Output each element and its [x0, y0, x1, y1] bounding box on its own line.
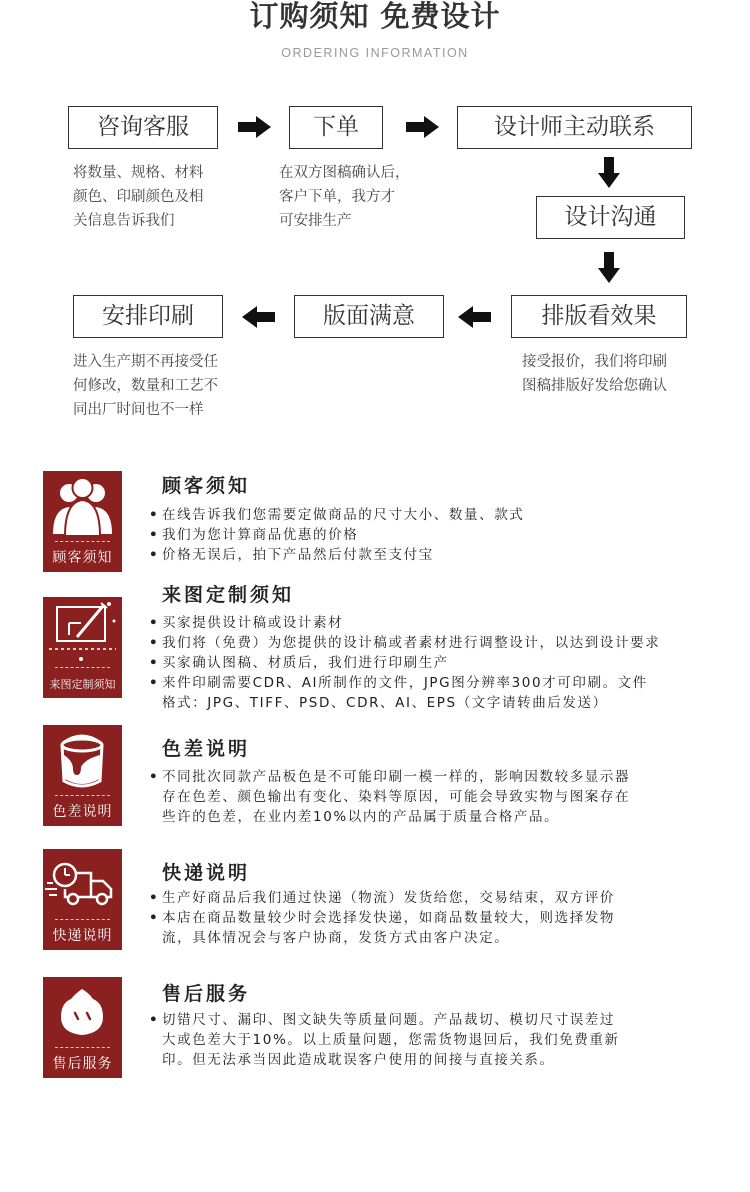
page-title: 订购须知 免费设计	[249, 0, 501, 33]
step-arrange-printing: 安排印刷	[73, 295, 223, 338]
section-title: 色差说明	[162, 738, 251, 760]
section-list	[149, 613, 739, 713]
badge-after-sales	[43, 977, 122, 1078]
badge-custom-design-notice	[43, 597, 122, 698]
design-monitor-icon	[43, 597, 122, 667]
section-title: 快递说明	[162, 862, 251, 884]
list-item: • 来件印刷需要CDR、AI所制作的文件，JPG图分辨率300才可印刷。文件 格式：JPG、TIFF、PSD、CDR、AI、EPS（文字请转曲后发送）	[149, 675, 648, 711]
arrow-down-icon	[598, 252, 620, 284]
step-layout-approved: 版面满意	[294, 295, 444, 338]
section-list	[149, 1010, 739, 1070]
section-title: 顾客须知	[162, 475, 251, 497]
step-description-order: 在双方图稿确认后， 客户下单，我方才 可安排生产	[279, 165, 410, 229]
list-item: • 买家提供设计稿或设计素材	[149, 615, 344, 631]
list-item: • 切错尺寸、漏印、图文缺失等质量问题。产品裁切、模切尺寸误差过 大或色差大于10%。以上质量问题，您需货物退回后，我们免费重新 印。但无法承当因此造成耽误客户使用的间接与直接关系。	[149, 1012, 620, 1068]
arrow-right-icon	[238, 116, 272, 138]
step-description-layout: 接受报价，我们将印刷 图稿排版好发给您确认	[522, 354, 667, 394]
step-order: 下单	[289, 106, 383, 149]
step-design-communication: 设计沟通	[536, 196, 685, 239]
customers-icon	[43, 471, 122, 541]
list-item: • 价格无误后，拍下产品然后付款至支付宝	[149, 547, 434, 563]
arrow-down-icon	[598, 157, 620, 189]
section-list	[149, 888, 739, 948]
section-title: 售后服务	[162, 983, 251, 1005]
list-item: • 不同批次同款产品板色是不可能印刷一模一样的，影响因数较多显示器 存在色差、颜色输出有变化、染料等原因，可能会导致实物与图案存在 些许的色差，在业内差10%以内的产品属于质量合格产品。	[149, 769, 631, 825]
list-item: • 本店在商品数量较少时会选择发快递，如商品数量较大，则选择发物 流，具体情况会与客户协商，发货方式由客户决定。	[149, 910, 615, 946]
badge-shipping	[43, 849, 122, 950]
step-consult: 咨询客服	[68, 106, 218, 149]
badge-label: 色差说明	[52, 804, 113, 820]
delivery-truck-icon	[43, 849, 122, 919]
badge-label: 快递说明	[52, 928, 113, 944]
page-subtitle: ORDERING INFORMATION	[281, 46, 469, 60]
step-designer-contact: 设计师主动联系	[457, 106, 692, 149]
list-item: • 在线告诉我们您需要定做商品的尺寸大小、数量、款式	[149, 507, 525, 523]
section-title: 来图定制须知	[162, 584, 295, 606]
badge-color-difference	[43, 725, 122, 826]
arrow-right-icon	[406, 116, 440, 138]
section-list	[149, 505, 739, 565]
step-layout-preview: 排版看效果	[511, 295, 687, 338]
list-item: • 生产好商品后我们通过快递（物流）发货给您，交易结束，双方评价	[149, 890, 615, 906]
paint-bucket-icon	[43, 725, 122, 795]
step-description-consult: 将数量、规格、材料 颜色、印刷颜色及相 关信息告诉我们	[73, 165, 204, 229]
badge-label: 顾客须知	[52, 550, 113, 566]
badge-customer-notice	[43, 471, 122, 572]
badge-label: 来图定制须知	[49, 678, 116, 691]
step-description-print: 进入生产期不再接受任 何修改，数量和工艺不 同出厂时间也不一样	[73, 354, 218, 418]
badge-label: 售后服务	[52, 1056, 113, 1072]
service-face-icon	[43, 977, 122, 1047]
arrow-left-icon	[242, 306, 276, 328]
section-list	[149, 767, 739, 827]
list-item: • 我们将（免费）为您提供的设计稿或者素材进行调整设计，以达到设计要求	[149, 635, 661, 651]
list-item: • 我们为您计算商品优惠的价格	[149, 527, 359, 543]
arrow-left-icon	[458, 306, 492, 328]
list-item: • 买家确认图稿、材质后，我们进行印刷生产	[149, 655, 449, 671]
